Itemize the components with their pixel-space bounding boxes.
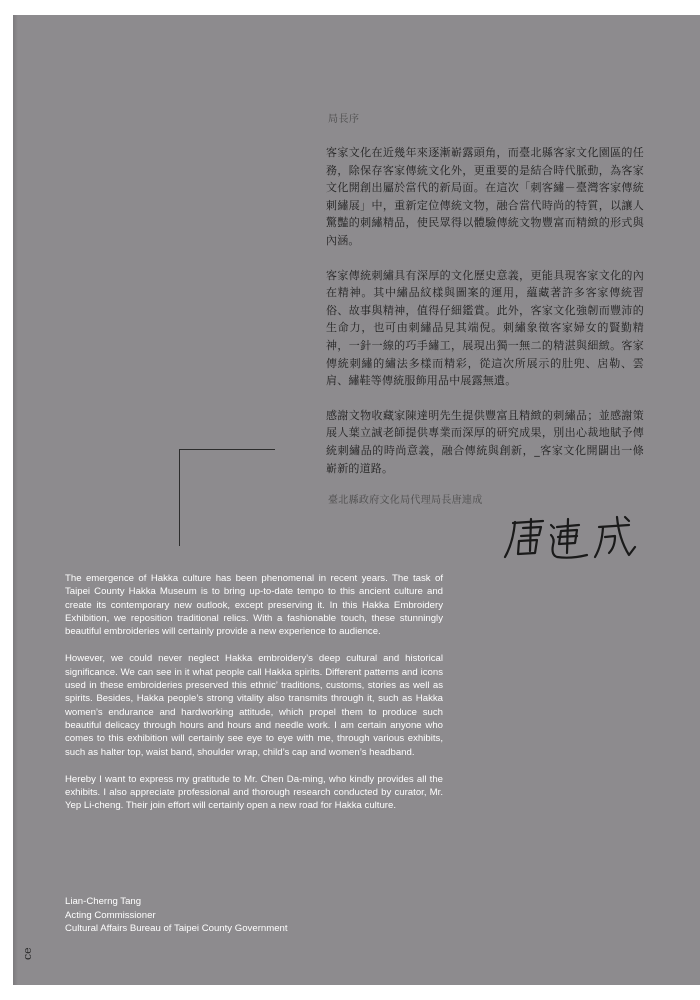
signoff-organization: Cultural Affairs Bureau of Taipei County Government — [65, 923, 288, 934]
chinese-foreword — [326, 110, 644, 494]
chinese-signoff: 臺北縣政府文化局代理局長唐連成 — [328, 495, 483, 506]
chinese-paragraph: 感謝文物收藏家陳達明先生提供豐富且精緻的刺繡品；並感謝策展人葉立誠老師提供專業而深厚的研究成果，別出心裁地賦予傳統刺繡品的時尚意義，融合傳統與創新，_客家文化開闢出一條嶄新的道路。 — [326, 408, 644, 475]
divider-vertical — [179, 449, 180, 546]
english-paragraph: Hereby I want to express my gratitude to Mr. Chen Da-ming, who kindly provides all the exhibits. I also appreciate professional and thorough research conducted by curator, Mr. Yep Li-cheng. Their join effort will certainly open a new road for Hakka culture. — [65, 773, 443, 812]
chinese-heading: 局長序 — [328, 114, 360, 125]
page-number: ce — [21, 947, 34, 960]
divider-horizontal — [179, 449, 275, 450]
english-paragraph: The emergence of Hakka culture has been phenomenal in recent years. The task of Taipei County Hakka Museum is to bring up-to-date tempo to this ancient culture and create its contemporary new outlook, except preserving it. In this Hakka Embroidery Exhibition, we reposition traditional relics. With a fashionable touch, these stunningly beautiful embroideries will certainly provide a new experience to audience. — [65, 573, 443, 638]
page-edge-shadow — [13, 15, 18, 985]
chinese-paragraph: 客家文化在近幾年來逐漸嶄露頭角，而臺北縣客家文化園區的任務，除保存客家傳統文化外，更重要的是結合時代脈動，為客家文化開創出屬於當代的新局面。在這次「刺客繡－臺灣客家傳統刺繡展」中，重新定位傳統文物，融合當代時尚的特質，以讓人驚豔的刺繡精品，使民眾得以體驗傳統文物豐富而精緻的形式與內涵。 — [326, 146, 644, 247]
english-foreword — [65, 572, 443, 827]
english-signoff — [65, 895, 288, 936]
handwritten-signature — [501, 509, 641, 574]
page-panel — [13, 15, 700, 985]
signoff-name: Lian-Cherng Tang — [65, 896, 142, 907]
signoff-title: Acting Commissioner — [65, 909, 156, 921]
english-paragraph: However, we could never neglect Hakka embroidery’s deep cultural and historical significance. We can see in it what people call Hakka spirits. Different patterns and icons used in these embroideries preserved this ethnic’ traditions, customs, stories as well as spirits. Besides, Hakka people’s strong vitality also transmits through it, such as Hakka women’s endurance and hardworking attitude, which propel them to produce such beautiful delicacy through hours and hours and needle work. I am certain anyone who comes to this exhibition will certainly see eye to eye with me, through various exhibits, such as halter top, waist band, shoulder wrap, child’s cap and women’s headband. — [65, 653, 443, 758]
chinese-paragraph: 客家傳統刺繡具有深厚的文化歷史意義，更能具現客家文化的內在精神。其中繡品紋樣與圖案的運用，蘊藏著許多客家傳統習俗、故事與精神，值得仔細鑑賞。此外，客家文化強韌而豐沛的生命力，也可由刺繡品見其端倪。刺繡象徵客家婦女的賢勤精神，一針一線的巧手繡工，展現出獨一無二的精湛與細緻。客家傳統刺繡的繡法多樣而精彩，從這次所展示的肚兜、扂勒、雲肩、繡鞋等傳統服飾用品中展露無遺。 — [326, 268, 644, 388]
